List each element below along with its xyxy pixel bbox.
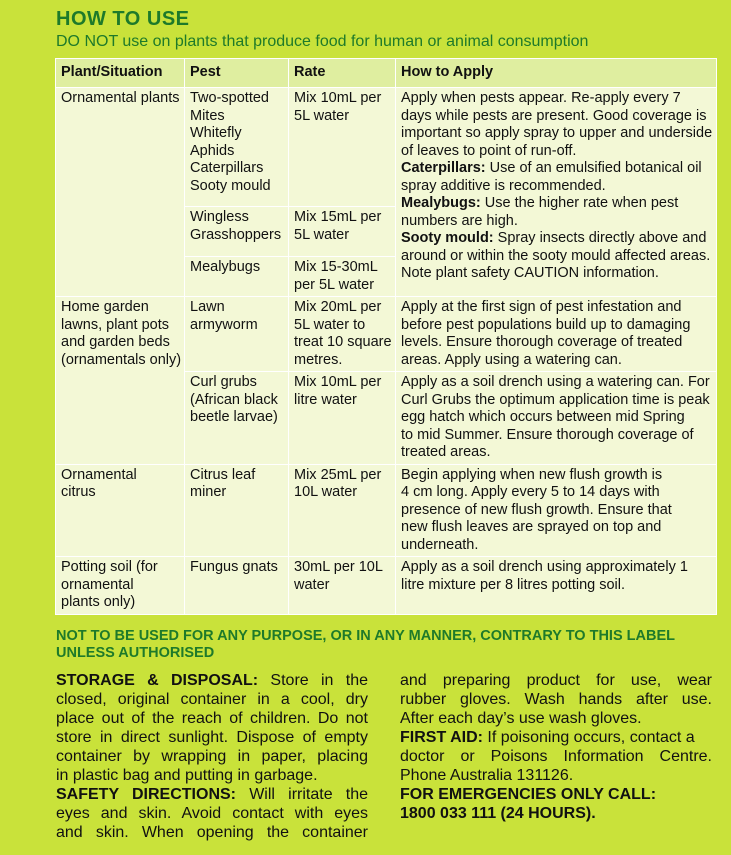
mealybugs-label: Mealybugs: [401,195,481,211]
table-header-row [56,59,717,88]
storage-label: STORAGE & DISPOSAL: [56,672,259,689]
table-row [56,464,717,557]
rate-cell: Mix 20mL per 5L water to treat 10 square metres. [289,297,396,372]
column-header: Pest [185,59,289,88]
pest-cell: Wingless Grasshoppers [185,207,289,257]
pest-cell: Curl grubs (African black beetle larvae) [185,372,289,465]
directions-table [55,58,717,615]
sooty-mould-label: Sooty mould: [401,230,494,246]
table-row [56,297,717,372]
table-row [56,557,717,615]
section-title: HOW TO USE [56,8,190,30]
pest-cell: Two-spotted Mites Whitefly Aphids Caterpillars Sooty mould [185,88,289,207]
apply-cell: Apply at the first sign of pest infestation and before pest populations build up to damaging levels. Ensure thorough coverage of treated areas. Apply using a watering can. [396,297,717,372]
rate-cell: Mix 25mL per 10L water [289,464,396,557]
authorised-use-warning: NOT TO BE USED FOR ANY PURPOSE, OR IN ANY MANNER, CONTRARY TO THIS LABEL UNLESS AUTHORISED [56,628,675,661]
pest-cell: Citrus leaf miner [185,464,289,557]
emergency-heading: FOR EMERGENCIES ONLY CALL: [400,786,657,803]
first-aid-column: and preparing product for use, wear rubber gloves. Wash hands after use. After each day’s use wash gloves. FIRST AID: If poisoning occurs, contact a doctor or Poisons Information Centre. Phone Australia 131126. FOR EMERGENCIES ONLY CALL: 1800 033 111 (24 HOURS). [400,672,712,822]
apply-cell: Apply as a soil drench using approximately 1 litre mixture per 8 litres potting soil. [396,557,717,615]
column-header: Rate [289,59,396,88]
caterpillars-label: Caterpillars: [401,160,486,176]
plant-cell: Home garden lawns, plant pots and garden beds (ornamentals only) [56,297,185,465]
rate-cell: Mix 15mL per 5L water [289,207,396,257]
rate-cell: 30mL per 10L water [289,557,396,615]
plant-cell: Potting soil (for ornamental plants only) [56,557,185,615]
pest-cell: Lawn armyworm [185,297,289,372]
food-use-warning: DO NOT use on plants that produce food for human or animal consumption [56,33,589,50]
column-header: How to Apply [396,59,717,88]
apply-cell: Apply as a soil drench using a watering can. For Curl Grubs the optimum application time is peak egg hatch which occurs between mid Spring to mid Summer. Ensure thorough coverage of treated areas. [396,372,717,465]
apply-cell: Apply when pests appear. Re-apply every 7 days while pests are present. Good coverage is important so apply spray to upper and underside of leaves to point of run-off. Caterpillars: Use of an emulsified botanical oil spray additive is recommended. Mealybugs: Use the higher rate when pest numbers are high. Sooty mould: Spray insects directly above and around or within the sooty mould affected areas. Note plant safety CAUTION information. [396,88,717,297]
apply-cell: Begin applying when new flush growth is 4 cm long. Apply every 5 to 14 days with presence of new flush growth. Ensure that new flush leaves are sprayed on top and underneath. [396,464,717,557]
emergency-phone: 1800 033 111 (24 HOURS). [400,805,596,822]
first-aid-label: FIRST AID: [400,729,483,746]
rate-cell: Mix 15-30mL per 5L water [289,257,396,297]
column-header: Plant/Situation [56,59,185,88]
pest-cell: Mealybugs [185,257,289,297]
table-row [56,88,717,207]
rate-cell: Mix 10mL per 5L water [289,88,396,207]
plant-cell: Ornamental plants [56,88,185,297]
storage-safety-column: STORAGE & DISPOSAL: Store in the closed, original container in a cool, dry place out of the reach of children. Do not store in direct sunlight. Dispose of empty container by wrapping in paper, placing in plastic bag and putting in garbage. SAFETY DIRECTIONS: Will irritate the eyes and skin. Avoid contact with eyes and skin. When opening the container [56,672,369,841]
rate-cell: Mix 10mL per litre water [289,372,396,465]
safety-label: SAFETY DIRECTIONS: [56,786,237,803]
plant-cell: Ornamental citrus [56,464,185,557]
pest-cell: Fungus gnats [185,557,289,615]
